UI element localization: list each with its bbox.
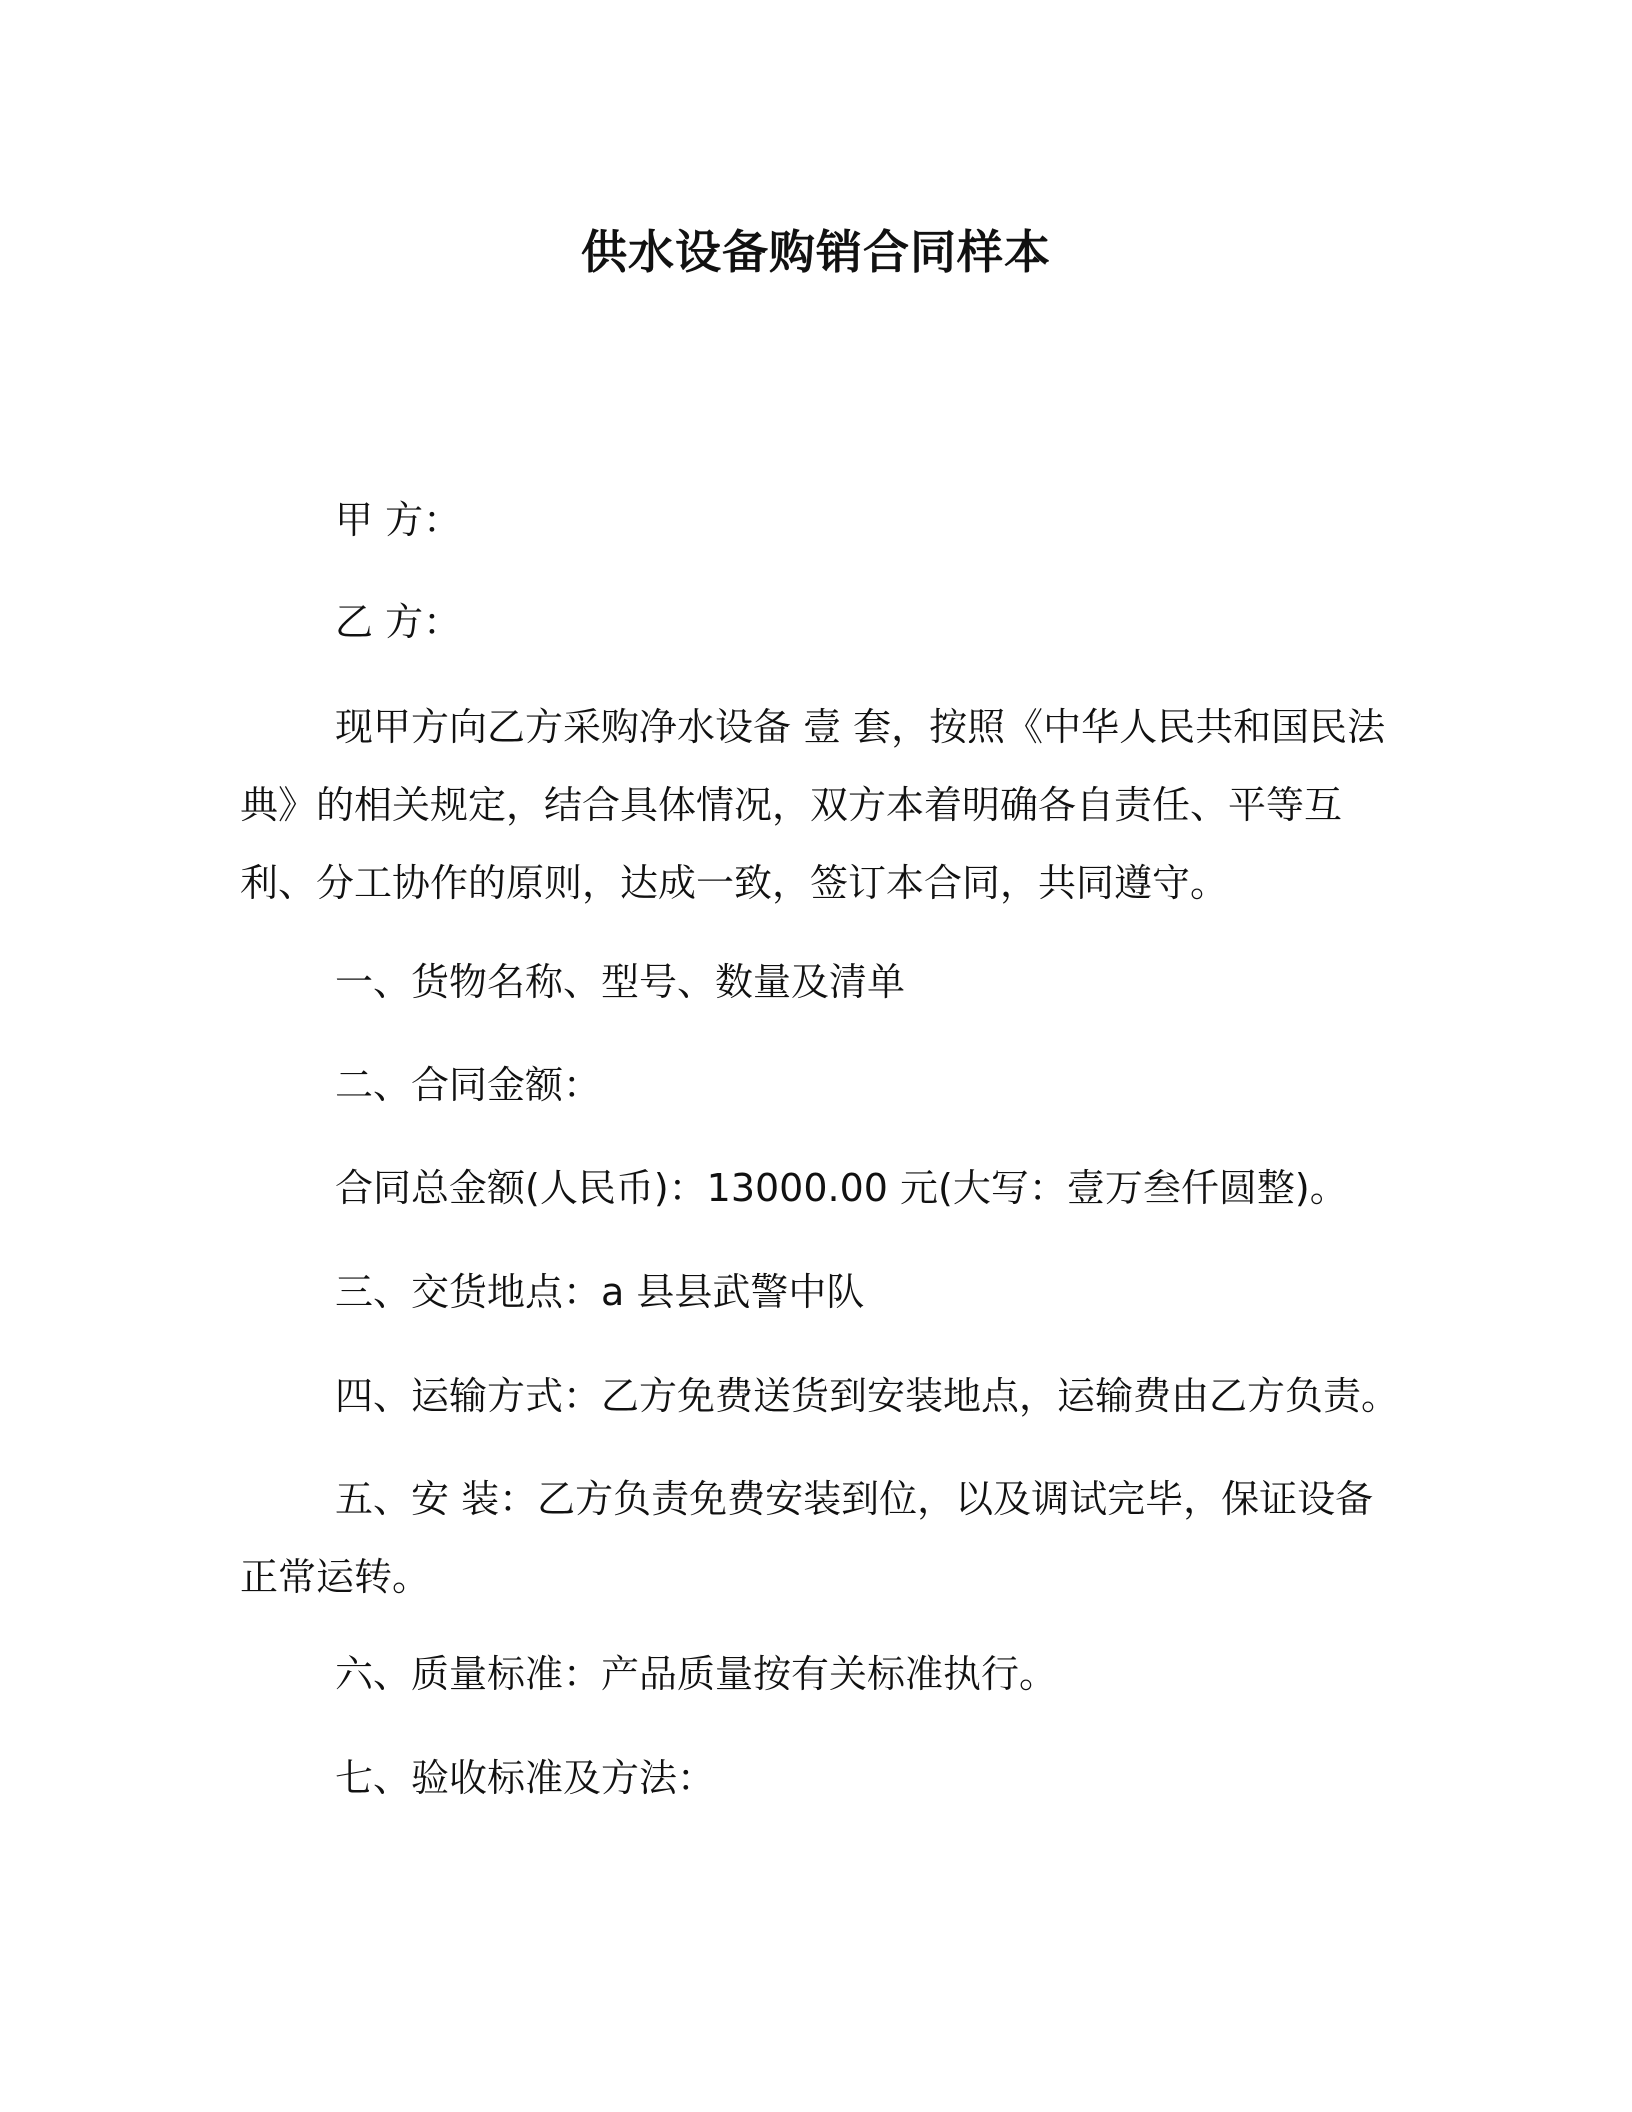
contract-amount: 合同总金额(人民币)：13000.00 元(大写：壹万叁仟圆整)。 <box>335 1166 1348 1210</box>
party-a-label: 甲 方： <box>335 498 462 542</box>
section-6-quality: 六、质量标准：产品质量按有关标准执行。 <box>335 1652 1058 1696</box>
section-7-acceptance: 七、验收标准及方法： <box>335 1756 716 1800</box>
section-4-transport: 四、运输方式：乙方免费送货到安装地点，运输费由乙方负责。 <box>335 1374 1400 1418</box>
section-3-delivery: 三、交货地点：a 县县武警中队 <box>335 1270 865 1314</box>
document-title: 供水设备购销合同样本 <box>581 225 1051 279</box>
intro-paragraph: 现甲方向乙方采购净水设备 壹 套，按照《中华人民共和国民法典》的相关规定，结合具体情况，双方本着明确各自责任、平等互利、分工协作的原则，达成一致，签订本合同，共同遵守。 <box>240 705 1386 905</box>
section-5-installation: 五、安 装：乙方负责免费安装到位，以及调试完毕，保证设备正常运转。 <box>240 1477 1374 1599</box>
party-b-label: 乙 方： <box>335 600 462 644</box>
section-1-heading: 一、货物名称、型号、数量及清单 <box>335 960 906 1004</box>
section-2-heading: 二、合同金额： <box>335 1063 602 1107</box>
